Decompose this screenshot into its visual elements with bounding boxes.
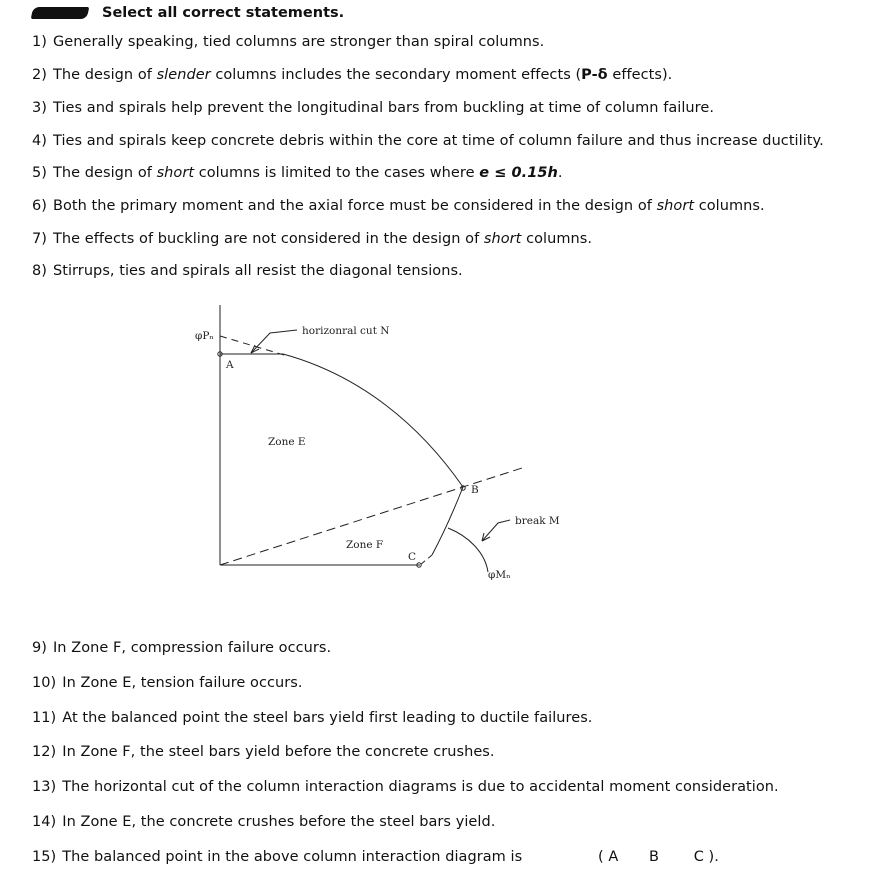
phi-mn-label: φMₙ: [488, 569, 511, 581]
choice-b[interactable]: B: [649, 849, 660, 865]
statement-number: 2): [32, 67, 47, 83]
statement-number: 10): [32, 675, 57, 691]
zone-f-label: Zone F: [346, 539, 384, 551]
statement-text: short: [656, 198, 695, 214]
statement-number: 8): [32, 263, 47, 279]
break-m-label: break M: [515, 515, 560, 527]
statement-text: .: [557, 165, 563, 181]
interaction-curve-lower: [432, 487, 463, 555]
statement-text: Generally speaking, tied columns are stronger than spiral columns.: [52, 34, 545, 50]
statement-11: [32, 710, 592, 726]
statement-text: In Zone E, the concrete crushes before the steel bars yield.: [62, 814, 496, 830]
statement-text: columns.: [694, 198, 765, 214]
statement-text: The effects of buckling are not considered in the design of: [52, 231, 484, 247]
choice-c[interactable]: C ).: [693, 849, 719, 865]
statement-text: P-δ: [581, 67, 608, 83]
statement-text: The design of: [52, 67, 157, 83]
point-a-label: A: [226, 359, 234, 371]
choice-a[interactable]: ( A: [598, 849, 619, 865]
interaction-curve-dashed-end: [420, 555, 432, 565]
statement-text: In Zone F, compression failure occurs.: [52, 640, 332, 656]
zone-e-label: Zone E: [268, 436, 306, 448]
point-c-label: C: [408, 551, 417, 563]
statement-number: 9): [32, 640, 47, 656]
statement-text: e ≤ 0.15h: [479, 165, 558, 181]
point-b-label: B: [471, 484, 479, 496]
statement-number: 3): [32, 100, 47, 116]
statement-number: 5): [32, 165, 47, 181]
statement-13: [32, 779, 779, 795]
statement-text: In Zone F, the steel bars yield before the concrete crushes.: [62, 744, 495, 760]
statement-number: 6): [32, 198, 47, 214]
statement-number: 13): [32, 779, 57, 795]
statement-text: columns is limited to the cases where: [194, 165, 480, 181]
statement-12: [32, 744, 495, 760]
break-m-arc: [448, 528, 488, 572]
statement-number: 15): [32, 849, 57, 865]
phi-pn-label: φPₙ: [195, 330, 214, 342]
statement-text: In Zone E, tension failure occurs.: [62, 675, 303, 691]
statement-number: 14): [32, 814, 57, 830]
statement-number: 11): [32, 710, 57, 726]
statement-text: Ties and spirals help prevent the longitudinal bars from buckling at time of column failure.: [52, 100, 714, 116]
statement-10: [32, 675, 303, 691]
statement-text: Ties and spirals keep concrete debris within the core at time of column failure and thus increase ductility.: [52, 133, 824, 149]
statement-text: At the balanced point the steel bars yield first leading to ductile failures.: [62, 710, 593, 726]
statement-text: short: [483, 231, 522, 247]
statement-text: The design of: [52, 165, 157, 181]
statement-text: The horizontal cut of the column interaction diagrams is due to accidental moment consideration.: [62, 779, 779, 795]
statement-text: Stirrups, ties and spirals all resist the diagonal tensions.: [52, 263, 463, 279]
statement-text: Both the primary moment and the axial force must be considered in the design of: [52, 198, 657, 214]
statement-text: columns.: [521, 231, 593, 247]
statement-number: 7): [32, 231, 47, 247]
interaction-curve-upper: [283, 354, 463, 487]
horizontal-cut-label: horizonral cut N: [302, 325, 390, 337]
statement-14: [32, 814, 495, 830]
break-m-leader: [482, 520, 510, 541]
answer-choices: [598, 849, 719, 865]
statement-text: The balanced point in the above column interaction diagram is: [62, 849, 523, 865]
statement-text: columns includes the secondary moment effects (: [210, 67, 582, 83]
statement-number: 4): [32, 133, 47, 149]
statement-text: short: [156, 165, 195, 181]
statement-text: slender: [156, 67, 211, 83]
question-title: Select all correct statements.: [102, 5, 345, 21]
statement-number: 12): [32, 744, 57, 760]
statement-text: effects).: [607, 67, 673, 83]
statement-9: [32, 640, 331, 656]
statement-number: 1): [32, 34, 47, 50]
statement-15: [32, 849, 522, 865]
